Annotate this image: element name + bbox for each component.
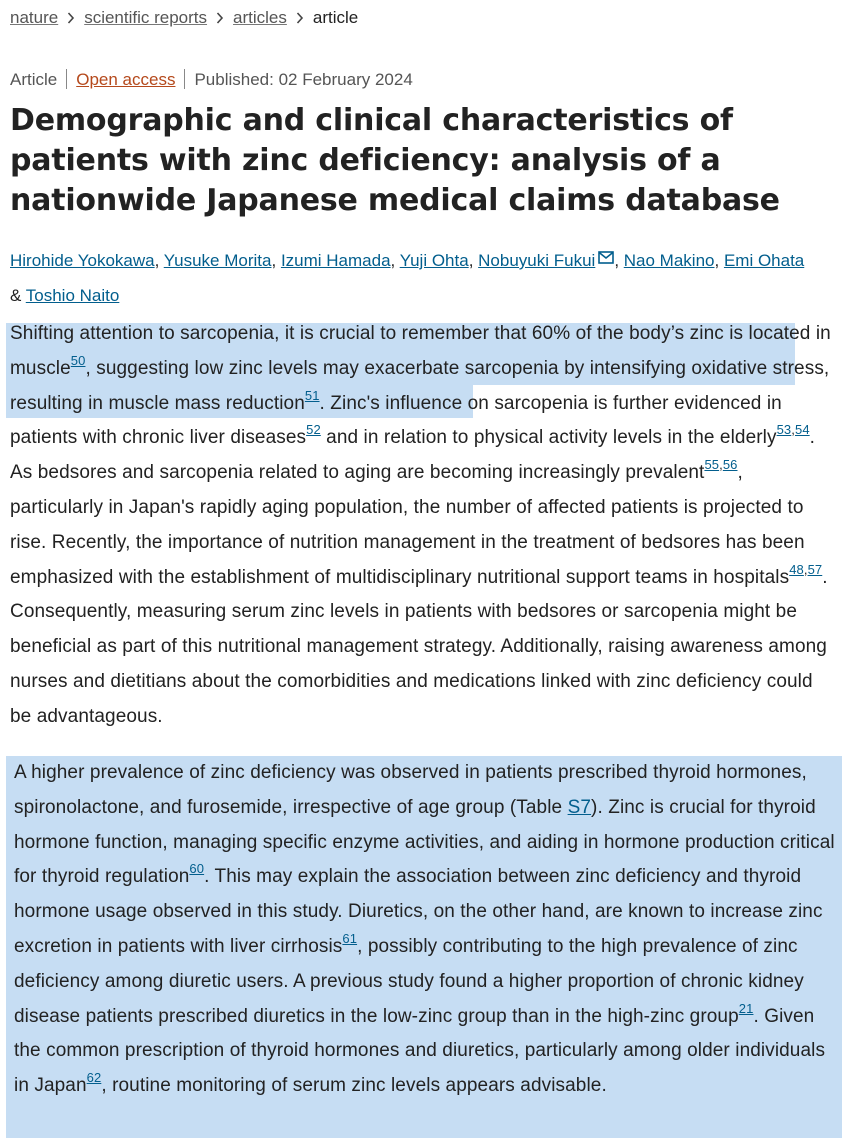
paragraph-text: Shifting attention to sarcopenia, it is crucial to remember that 60% of the body’s zinc is located in muscle (10, 323, 831, 379)
paragraph-text: , particularly in Japan's rapidly aging population, the number of affected patients is projected to rise. Recently, the importance of nutrition management in the treatment of bedsores has been emphasized with the establishment of multidisciplinary nutritional support teams in hospitals (10, 462, 805, 588)
breadcrumb-articles[interactable]: articles (233, 8, 287, 27)
citation-ref (739, 1001, 754, 1016)
paragraph-text: . Consequently, measuring serum zinc levels in patients with bedsores or sarcopenia might be beneficial as part of this nutritional management strategy. Additionally, raising awareness among nurses and dietitians about the comorbidities and medications linked with zinc deficiency could be advantageous. (10, 566, 828, 727)
chevron-right-icon (287, 6, 313, 30)
citation-ref (71, 353, 86, 368)
paragraph-text: . This may explain the association between zinc deficiency and thyroid hormone usage observed in this study. Diuretics, on the other hand, are known to increase zinc excretion in patients with liver cirrhosis (14, 866, 823, 957)
citation-link[interactable]: 57 (807, 561, 823, 577)
author-link[interactable]: Izumi Hamada (280, 251, 391, 270)
citation-ref: 48,57 (789, 561, 823, 577)
breadcrumb (10, 6, 358, 30)
author-separator: , (614, 251, 624, 270)
author-link[interactable]: Toshio Naito (25, 286, 120, 305)
citation-link[interactable]: 50 (70, 352, 86, 368)
author-separator: , (271, 251, 281, 270)
breadcrumb-nature[interactable]: nature (10, 8, 59, 27)
paragraph-text: and in relation to physical activity levels in the elderly (320, 427, 777, 449)
citation-ref (305, 388, 320, 403)
author-list (10, 241, 836, 313)
author-link[interactable]: Nobuyuki Fukui (478, 251, 596, 270)
citation-link[interactable]: 54 (794, 422, 810, 438)
table-link[interactable]: S7 (567, 796, 592, 818)
article-meta (10, 68, 413, 92)
breadcrumb-current: article (312, 8, 359, 27)
citation-link[interactable]: 21 (738, 1000, 754, 1016)
author-separator: , (468, 251, 479, 270)
citation-link[interactable]: 55 (704, 457, 720, 473)
author-link[interactable]: Nao Makino (623, 251, 715, 270)
citation-link[interactable]: 60 (189, 861, 205, 877)
citation-link[interactable]: 56 (722, 457, 738, 473)
published-date: Published: 02 February 2024 (194, 70, 413, 89)
paragraph-text: , routine monitoring of serum zinc levels appears advisable. (101, 1075, 607, 1097)
chevron-right-icon (58, 6, 84, 30)
envelope-icon[interactable] (598, 241, 614, 276)
author-link[interactable]: Hirohide Yokokawa (10, 251, 155, 270)
article-title: Demographic and clinical characteristics of patients with zinc deficiency: analysis of a nationwide Japanese medical claims database (10, 103, 780, 218)
chevron-right-icon (207, 6, 233, 30)
meta-divider (66, 69, 67, 89)
citation-ref: 55,56 (704, 457, 738, 473)
body-paragraph-thyroid (14, 756, 838, 1104)
paragraph-text: ). Zinc is crucial for thyroid hormone function, managing specific enzyme activities, and aiding in hormone production critical for thyroid regulation (14, 796, 835, 888)
citation-link[interactable]: 61 (342, 930, 358, 946)
author-link[interactable]: Yusuke Morita (163, 251, 272, 270)
citation-link[interactable]: 51 (304, 387, 320, 403)
author-separator: , (390, 251, 400, 270)
citation-ref: 53,54 (776, 422, 810, 438)
article-type: Article (10, 70, 58, 89)
paragraph-text: A higher prevalence of zinc deficiency was observed in patients prescribed thyroid hormones, spironolactone, and furosemide, irrespective of age group (Table (14, 762, 807, 818)
paragraph-text: , suggesting low zinc levels may exacerbate sarcopenia by intensifying oxidative stress, resulting in muscle mass reduction (10, 357, 830, 414)
citation-link[interactable]: 52 (306, 422, 321, 438)
paragraph-text: . Given the common prescription of thyroid hormones and diuretics, particularly among older individuals in Japan (14, 1005, 826, 1097)
author-separator: , (154, 251, 164, 270)
author-link[interactable]: Yuji Ohta (399, 251, 469, 270)
citation-ref (87, 1070, 102, 1085)
citation-ref (189, 861, 204, 876)
meta-divider (184, 69, 185, 89)
author-separator: , (714, 251, 724, 270)
paragraph-text: , possibly contributing to the high prevalence of zinc deficiency among diuretic users. A previous study found a higher proportion of chronic kidney disease patients prescribed diuretics in the low-zinc group than in the high-zinc group (14, 935, 804, 1027)
author-conjunction: & (10, 286, 26, 305)
citation-ref (306, 422, 321, 437)
citation-link[interactable]: 53 (776, 422, 792, 438)
body-paragraph-sarcopenia (10, 317, 838, 735)
author-link[interactable]: Emi Ohata (723, 251, 805, 270)
citation-link[interactable]: 48 (789, 561, 804, 577)
paragraph-text: . Zinc's influence on sarcopenia is further evidenced in patients with chronic liver diseases (10, 392, 782, 449)
breadcrumb-scientific-reports[interactable]: scientific reports (84, 8, 208, 27)
open-access-link[interactable]: Open access (76, 70, 176, 89)
citation-ref (342, 931, 357, 946)
paragraph-text: . As bedsores and sarcopenia related to aging are becoming increasingly prevalent (10, 427, 816, 484)
citation-link[interactable]: 62 (86, 1070, 102, 1086)
